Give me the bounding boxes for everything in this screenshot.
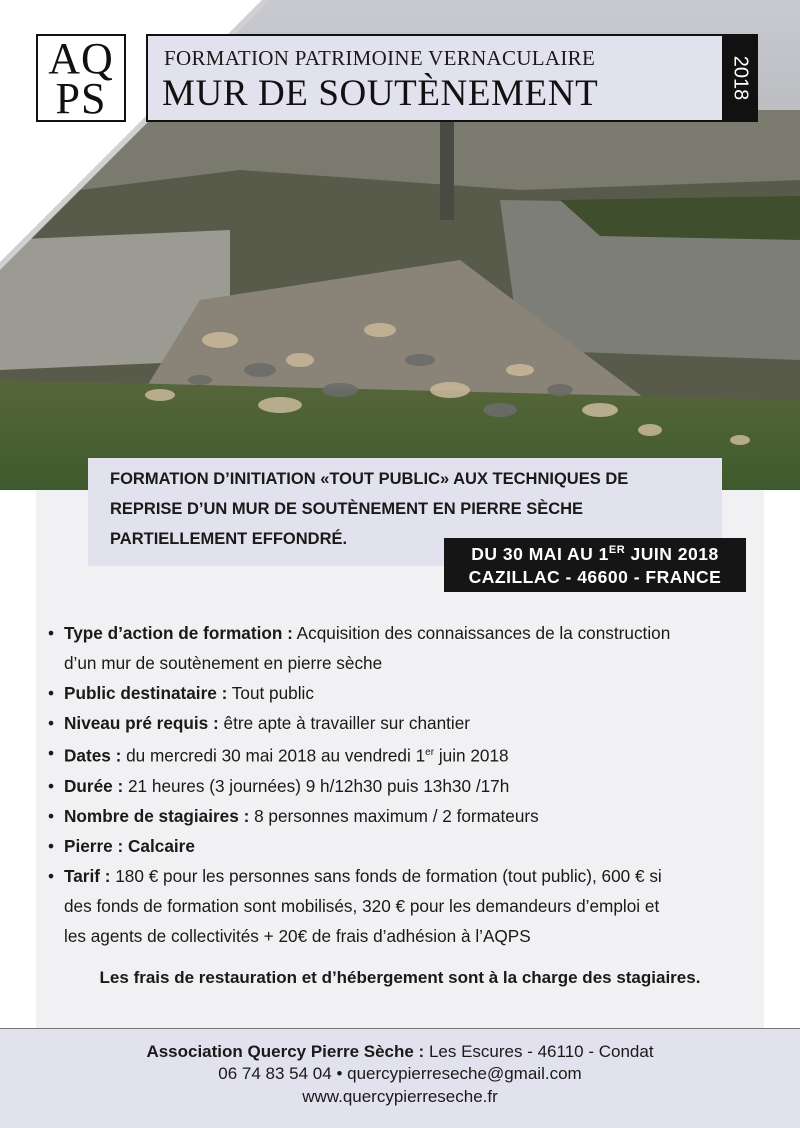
- footer-website: www.quercypierreseche.fr: [302, 1087, 498, 1106]
- detail-audience: [48, 678, 748, 708]
- detail-sup: er: [425, 747, 435, 758]
- page-subtitle: FORMATION PATRIMOINE VERNACULAIRE: [164, 46, 596, 70]
- year-tab: [722, 34, 758, 122]
- aqps-logo: [36, 34, 126, 122]
- detail-label: Nombre de stagiaires :: [64, 805, 250, 826]
- logo-line-2: PS: [55, 74, 107, 123]
- detail-text: être apte à travailler sur chantier: [218, 713, 470, 733]
- detail-text: Tout public: [227, 683, 314, 703]
- charges-note: Les frais de restauration et d’hébergement sont à la charge des stagiaires.: [99, 968, 701, 987]
- detail-text: 180 € pour les personnes sans fonds de formation (tout public), 600 € si: [110, 865, 662, 886]
- detail-label: Pierre : Calcaire: [64, 835, 195, 856]
- detail-text: 8 personnes maximum / 2 formateurs: [249, 805, 539, 826]
- detail-text-cont-2: les agents de collectivités + 20€ de frais d’adhésion à l’AQPS: [64, 925, 531, 946]
- intro-line-1: FORMATION D’INITIATION «TOUT PUBLIC» AUX TECHNIQUES DE: [110, 470, 629, 488]
- footer-contact: 06 74 83 54 04 • quercypierreseche@gmail.com: [218, 1064, 582, 1083]
- detail-text: 21 heures (3 journées) 9 h/12h30 puis 13h30 /17h: [123, 775, 510, 796]
- footer-address-line: [0, 1041, 800, 1063]
- detail-text-cont: d’un mur de soutènement en pierre sèche: [64, 653, 383, 673]
- date-range-prefix: DU 30 MAI AU 1: [471, 544, 609, 564]
- location: CAZILLAC - 46600 - FRANCE: [468, 567, 722, 587]
- title-box: [146, 34, 724, 122]
- detail-label: Type d’action de formation :: [64, 623, 293, 643]
- intro-line-3: PARTIELLEMENT EFFONDRÉ.: [110, 530, 348, 548]
- detail-label: Dates :: [64, 745, 122, 766]
- detail-label: Public destinataire :: [64, 683, 228, 703]
- detail-dates: [48, 738, 748, 771]
- detail-label: Durée :: [64, 775, 124, 796]
- detail-label: Niveau pré requis :: [64, 713, 219, 733]
- detail-trainees: [48, 801, 748, 831]
- footer: [0, 1028, 800, 1128]
- detail-text: Acquisition des connaissances de la construction: [292, 623, 671, 643]
- year-label: 2018: [729, 55, 752, 101]
- intro-line-2: REPRISE D’UN MUR DE SOUTÈNEMENT EN PIERRE SÈCHE: [110, 500, 584, 518]
- page-title: MUR DE SOUTÈNEMENT: [162, 73, 599, 114]
- detail-text: du mercredi 30 mai 2018 au vendredi 1: [121, 745, 426, 766]
- footer-org: Association Quercy Pierre Sèche :: [146, 1042, 425, 1061]
- detail-price: [48, 861, 748, 951]
- logo-line-1: AQ: [48, 34, 114, 83]
- footer-address: Les Escures - 46110 - Condat: [424, 1042, 654, 1061]
- detail-text-cont: des fonds de formation sont mobilisés, 320 € pour les demandeurs d’emploi et: [64, 895, 660, 916]
- date-range-sup: ER: [608, 544, 626, 557]
- detail-text-after: juin 2018: [434, 745, 509, 766]
- date-range-suffix: JUIN 2018: [625, 544, 719, 564]
- details-list: [48, 618, 748, 951]
- detail-label: Tarif :: [64, 865, 111, 886]
- detail-duration: [48, 771, 748, 801]
- detail-stone: [48, 831, 748, 861]
- detail-action-type: [48, 618, 748, 678]
- date-location-box: [444, 538, 746, 592]
- date-range: [444, 544, 746, 565]
- detail-prerequisite: [48, 708, 748, 738]
